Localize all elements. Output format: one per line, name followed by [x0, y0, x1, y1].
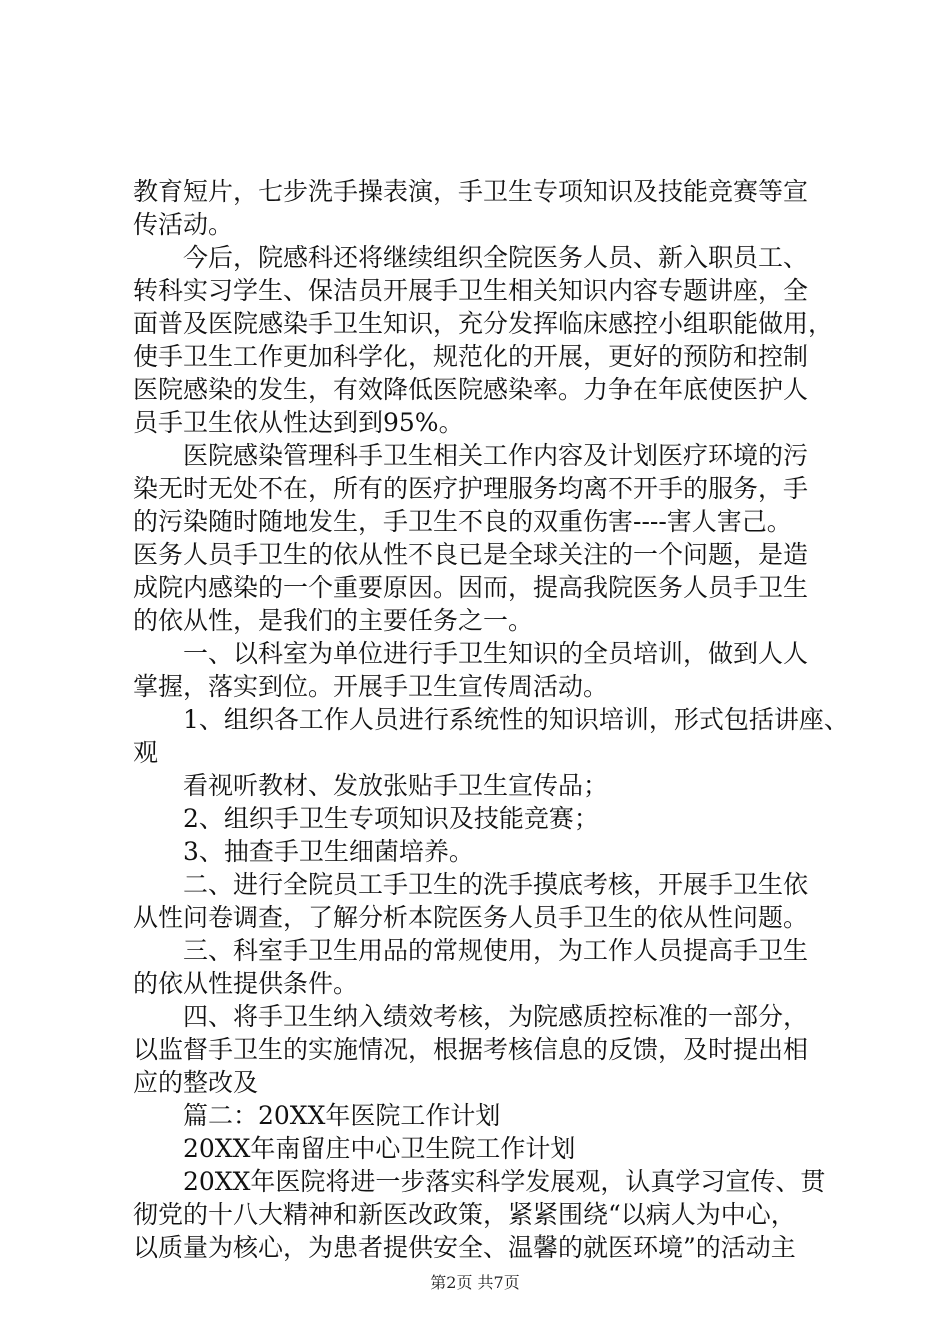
text-line: 以监督手卫生的实施情况，根据考核信息的反馈，及时提出相 [133, 1035, 809, 1064]
text-line: 员手卫生依从性达到到95%。 [133, 408, 464, 437]
text-line: 1、组织各工作人员进行系统性的知识培训，形式包括讲座、 [133, 705, 849, 734]
section-subtitle: 20XX年南留庄中心卫生院工作计划 [133, 1134, 576, 1163]
text-line: 3、抽查手卫生细菌培养。 [133, 837, 474, 866]
text-line: 的污染随时随地发生，手卫生不良的双重伤害----害人害己。 [133, 507, 792, 536]
text-line: 使手卫生工作更加科学化，规范化的开展，更好的预防和控制 [133, 342, 809, 371]
text-line: 一、以科室为单位进行手卫生知识的全员培训，做到人人 [133, 639, 809, 668]
text-line: 转科实习学生、保洁员开展手卫生相关知识内容专题讲座，全 [133, 276, 809, 305]
text-line: 二、进行全院员工手卫生的洗手摸底考核，开展手卫生依 [133, 870, 809, 899]
text-line: 三、科室手卫生用品的常规使用，为工作人员提高手卫生 [133, 936, 809, 965]
text-line: 的依从性，是我们的主要任务之一。 [133, 606, 534, 635]
text-line: 医院感染管理科手卫生相关工作内容及计划医疗环境的污 [133, 441, 809, 470]
text-line: 以质量为核心，为患者提供安全、温馨的就医环境”的活动主 [133, 1233, 796, 1262]
text-line: 观 [133, 738, 159, 767]
text-line: 医务人员手卫生的依从性不良已是全球关注的一个问题，是造 [133, 540, 809, 569]
text-line: 应的整改及 [133, 1068, 259, 1097]
text-line: 彻党的十八大精神和新医改政策，紧紧围绕“以病人为中心， [133, 1200, 796, 1229]
text-line: 的依从性提供条件。 [133, 969, 359, 998]
text-line: 2、组织手卫生专项知识及技能竞赛； [133, 804, 599, 833]
text-line: 20XX年医院将进一步落实科学发展观，认真学习宣传、贯 [133, 1167, 826, 1196]
text-line: 看视听教材、发放张贴手卫生宣传品； [133, 771, 609, 800]
text-line: 掌握，落实到位。开展手卫生宣传周活动。 [133, 672, 609, 701]
text-line: 从性问卷调查，了解分析本院医务人员手卫生的依从性问题。 [133, 903, 809, 932]
text-line: 成院内感染的一个重要原因。因而，提高我院医务人员手卫生 [133, 573, 809, 602]
section-heading: 篇二：20XX年医院工作计划 [133, 1101, 501, 1130]
text-line: 今后，院感科还将继续组织全院医务人员、新入职员工、 [133, 243, 809, 272]
text-line: 四、将手卫生纳入绩效考核，为院感质控标准的一部分， [133, 1002, 809, 1031]
text-line: 教育短片，七步洗手操表演，手卫生专项知识及技能竞赛等宣 [133, 177, 809, 206]
text-line: 染无时无处不在，所有的医疗护理服务均离不开手的服务，手 [133, 474, 809, 503]
page-number: 第2页 共7页 [430, 1273, 520, 1292]
text-line: 医院感染的发生，有效降低医院感染率。力争在年底使医护人 [133, 375, 809, 404]
text-line: 面普及医院感染手卫生知识，充分发挥临床感控小组职能做用， [133, 309, 834, 338]
text-line: 传活动。 [133, 210, 234, 239]
